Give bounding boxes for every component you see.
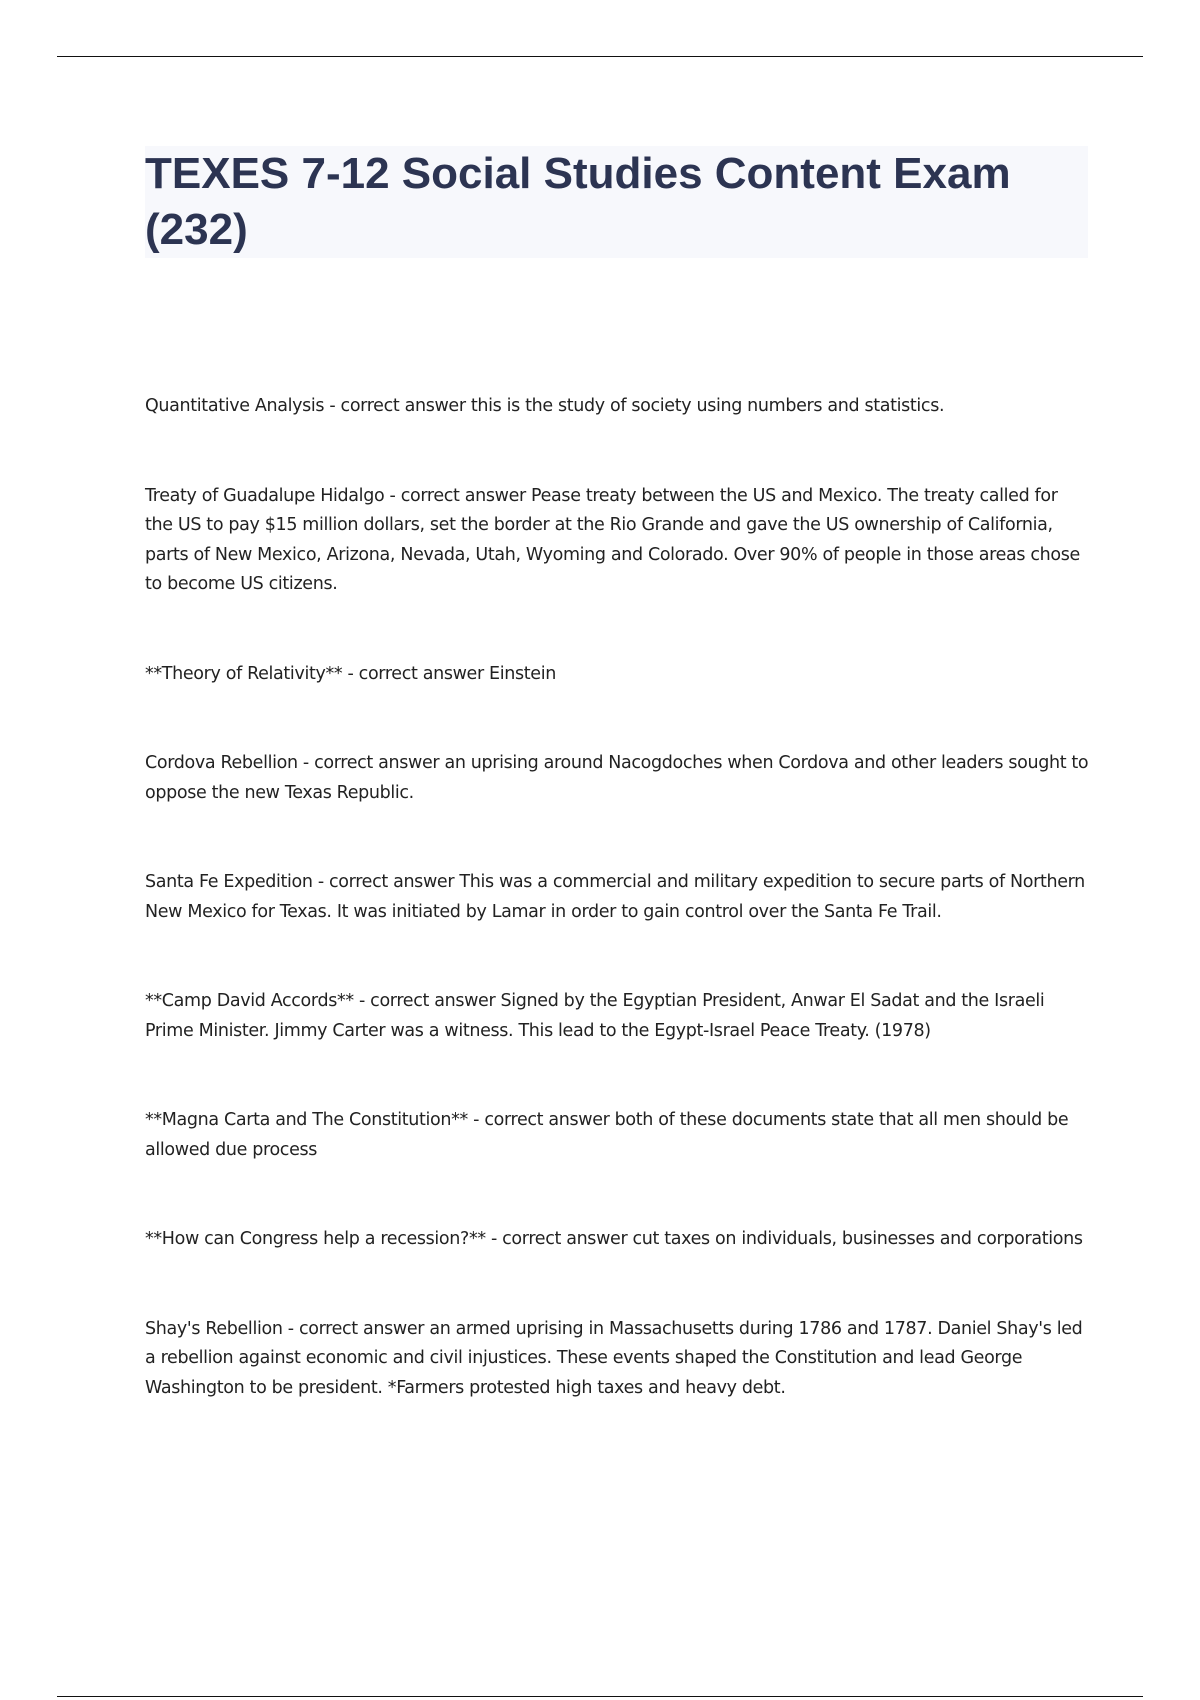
entry-santa-fe-expedition: Santa Fe Expedition - correct answer This was a commercial and military expedition to secure parts of Northern New Mexico for Texas. It was initiated by Lamar in order to gain control over the Santa Fe Trail. [145, 872, 1085, 922]
footer-rule [57, 1696, 1143, 1697]
header-rule [57, 56, 1143, 57]
entry-shays-rebellion: Shay's Rebellion - correct answer an armed uprising in Massachusetts during 1786 and 1787. Daniel Shay's led a rebellion against economic and civil injustices. These events shaped the Constitution and lead George Washington to be president. *Farmers protested high taxes and heavy debt. [145, 1318, 1083, 1398]
entry-magna-carta: **Magna Carta and The Constitution** - correct answer both of these documents state that all men should be allowed due process [145, 1110, 1069, 1160]
entry-camp-david-accords: **Camp David Accords** - correct answer Signed by the Egyptian President, Anwar El Sadat and the Israeli Prime Minister. Jimmy Carter was a witness. This lead to the Egypt-Israel Peace Treaty. (1978) [145, 991, 1045, 1041]
entry-cordova-rebellion: Cordova Rebellion - correct answer an uprising around Nacogdoches when Cordova and other leaders sought to oppose the new Texas Republic. [145, 753, 1089, 803]
entry-theory-of-relativity: **Theory of Relativity** - correct answer Einstein [145, 663, 556, 684]
flashcard-list [145, 392, 1090, 1403]
entry-treaty-of-guadalupe-hidalgo: Treaty of Guadalupe Hidalgo - correct answer Pease treaty between the US and Mexico. The treaty called for the US to pay $15 million dollars, set the border at the Rio Grande and gave the US ownership of California, parts of New Mexico, Arizona, Nevada, Utah, Wyoming and Colorado. Over 90% of people in those areas chose to become US citizens. [145, 485, 1080, 594]
entry-quantitative-analysis: Quantitative Analysis - correct answer this is the study of society using numbers and statistics. [145, 396, 945, 416]
document-title: TEXES 7-12 Social Studies Content Exam (232) [145, 149, 1011, 254]
title-block [145, 146, 1088, 258]
entry-congress-recession: **How can Congress help a recession?** - correct answer cut taxes on individuals, businesses and corporations [145, 1229, 1083, 1249]
